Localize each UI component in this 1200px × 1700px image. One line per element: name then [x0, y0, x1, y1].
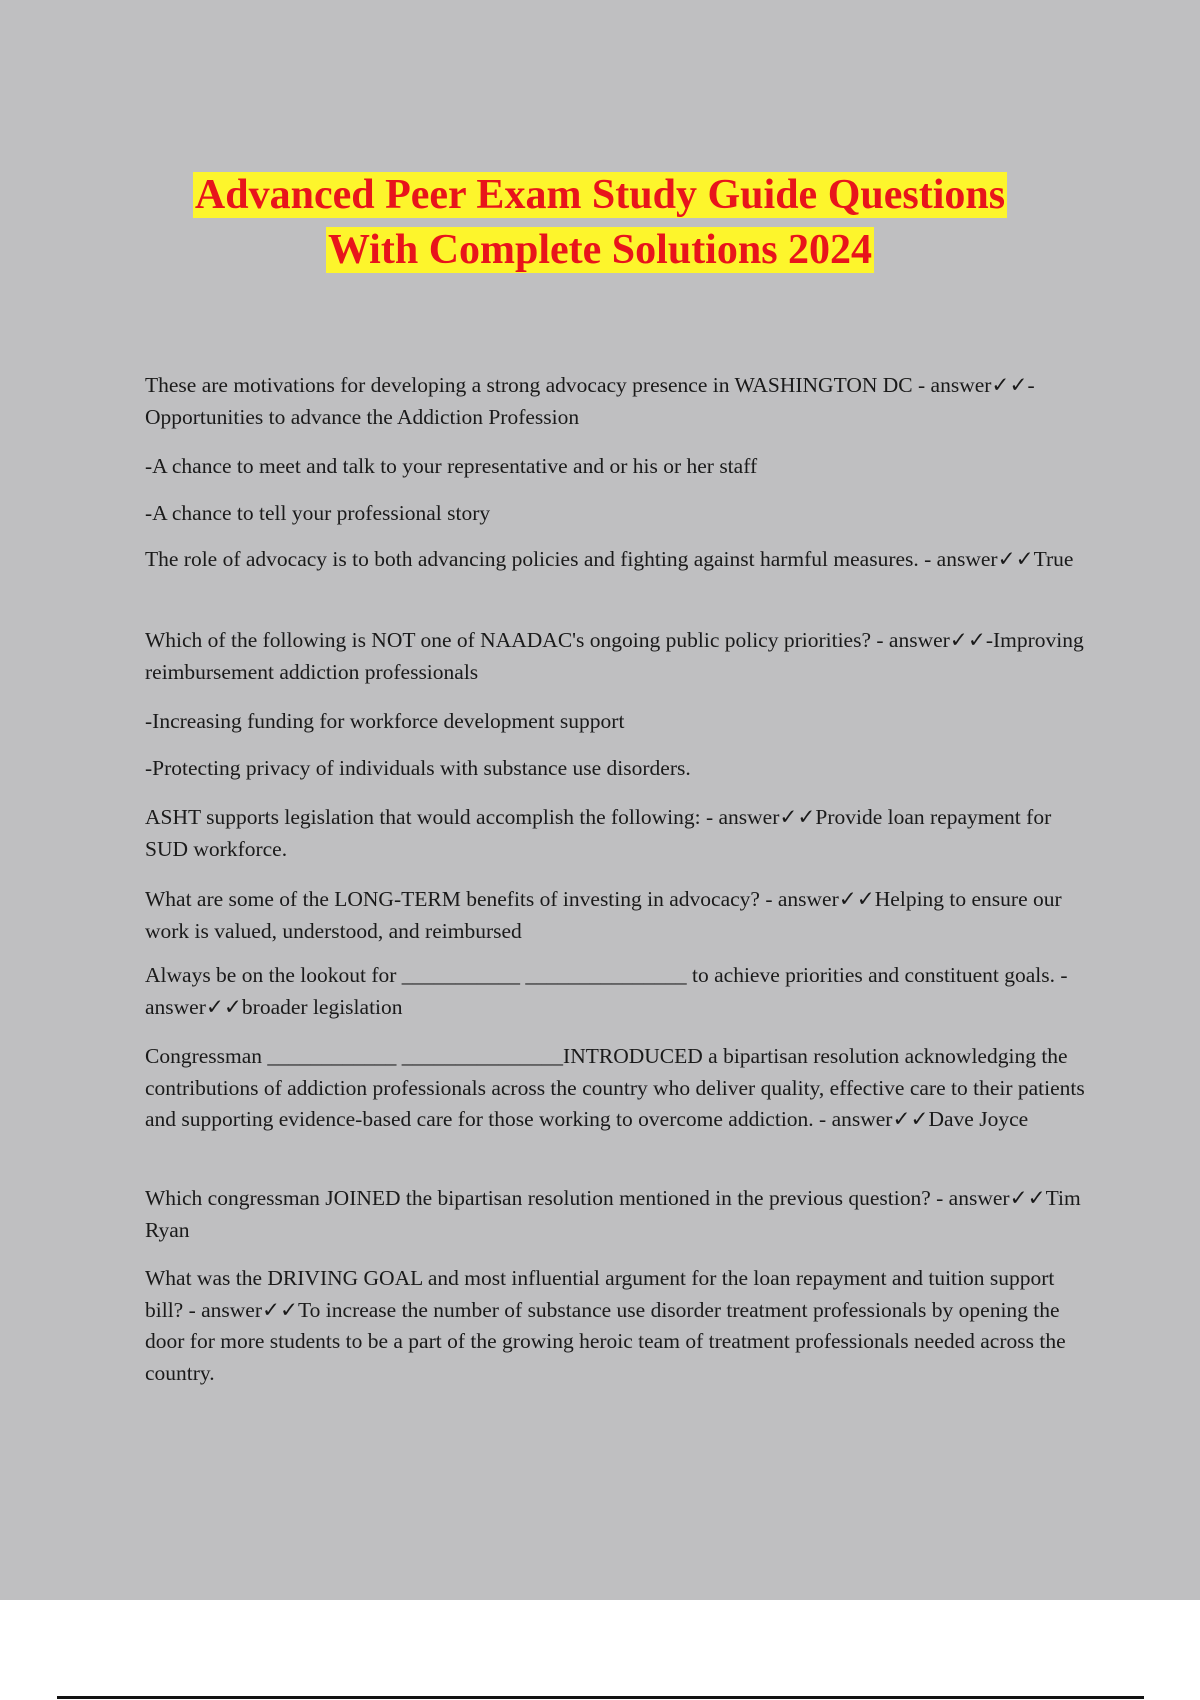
question-paragraph: What was the DRIVING GOAL and most influential argument for the loan repayment and tuition support bill? - answer✓✓To increase the number of substance use disorder treatment professionals by opening the door for more students to be a part of the growing heroic team of treatment professionals needed across the country. — [145, 1266, 1071, 1385]
document-title-line-1 — [0, 168, 1200, 222]
question-paragraph: What are some of the LONG-TERM benefits of investing in advocacy? - answer✓✓Helping to ensure our work is valued, understood, and reimbursed — [145, 887, 1068, 943]
question-paragraph: ASHT supports legislation that would accomplish the following: - answer✓✓Provide loan repayment for SUD workforce. — [145, 805, 1057, 861]
title-highlight-1: Advanced Peer Exam Study Guide Questions — [194, 172, 1006, 218]
question-paragraph: Congressman ____________ _______________INTRODUCED a bipartisan resolution acknowledging the contributions of addiction professionals across the country who deliver quality, effective care to their patients and supporting evidence-based care for those working to overcome addiction. - answer✓✓Dave Joyce — [145, 1044, 1091, 1131]
title-highlight-2: With Complete Solutions 2024 — [327, 227, 873, 273]
question-paragraph: These are motivations for developing a strong advocacy presence in WASHINGTON DC - answer✓✓-Opportunities to advance the Addiction Profession — [145, 373, 1035, 429]
question-paragraph: Always be on the lookout for ___________ _______________ to achieve priorities and constituent goals. - answer✓✓broader legislation — [145, 963, 1073, 1019]
question-paragraph: The role of advocacy is to both advancing policies and fighting against harmful measures. - answer✓✓True — [145, 547, 1074, 571]
answer-option: -A chance to meet and talk to your representative and or his or her staff — [145, 454, 758, 478]
answer-option: -A chance to tell your professional story — [145, 501, 491, 525]
document-title-line-2 — [0, 223, 1200, 277]
question-paragraph: Which congressman JOINED the bipartisan resolution mentioned in the previous question? - answer✓✓Tim Ryan — [145, 1186, 1087, 1242]
answer-option: -Protecting privacy of individuals with substance use disorders. — [145, 756, 691, 780]
page-divider — [57, 1696, 1144, 1699]
question-paragraph: Which of the following is NOT one of NAADAC's ongoing public policy priorities? - answer✓✓-Improving reimbursement addiction professionals — [145, 628, 1090, 684]
answer-option: -Increasing funding for workforce development support — [145, 709, 625, 733]
